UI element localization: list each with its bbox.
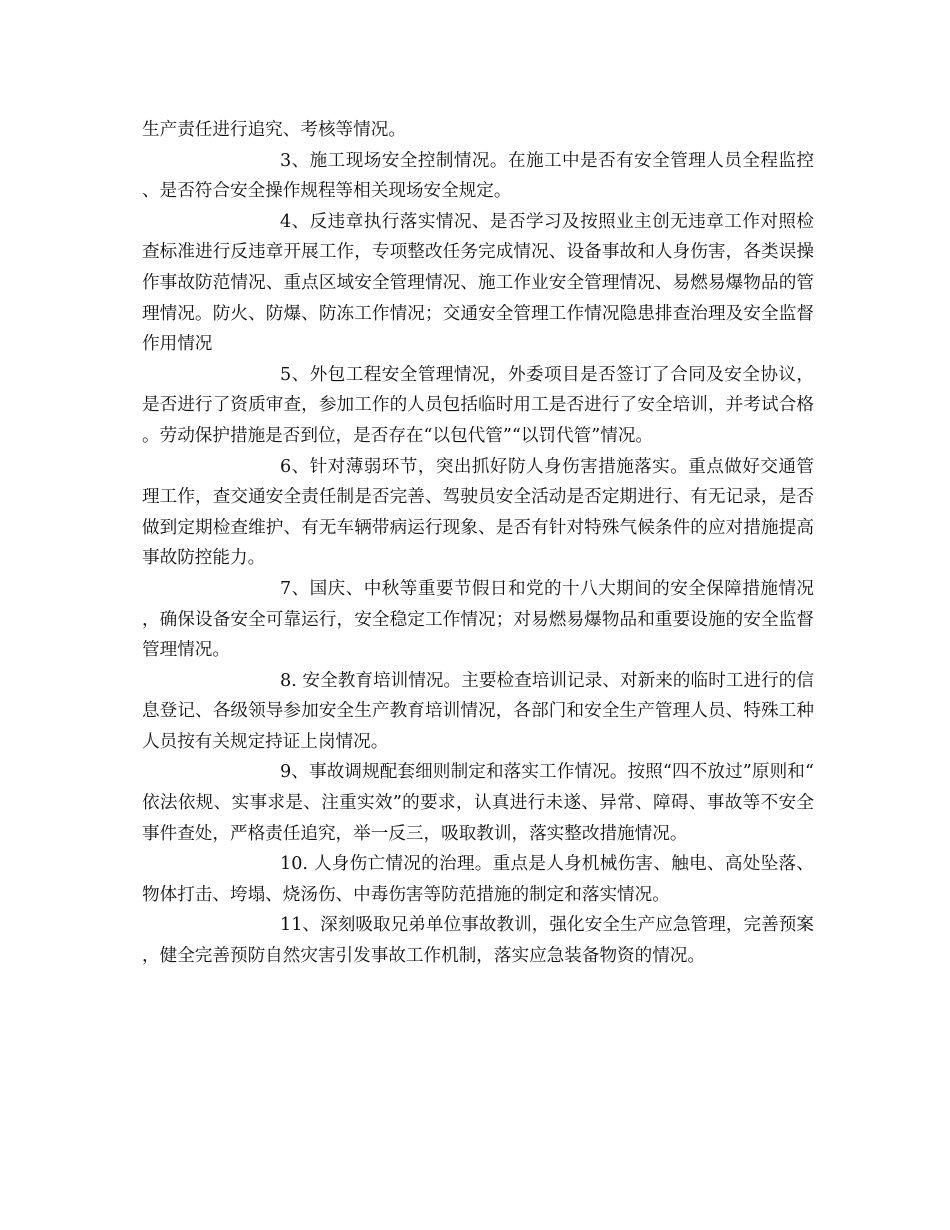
paragraph-item-6: 6、针对薄弱环节，突出抓好防人身伤害措施落实。重点做好交通管理工作，查交通安全责任制是否完善、驾驶员安全活动是否定期进行、有无记录，是否做到定期检查维护、有无车辆带病运行现象、是否有针对特殊气候条件的应对措施提高事故防控能力。 (142, 456, 814, 569)
paragraph-item-4: 4、反违章执行落实情况、是否学习及按照业主创无违章工作对照检查标准进行反违章开展工作，专项整改任务完成情况、设备事故和人身伤害，各类误操作事故防范情况、重点区域安全管理情况、施工作业安全管理情况、易燃易爆物品的管理情况。防火、防爆、防冻工作情况；交通安全管理工作情况隐患排查治理及安全监督作用情况 (142, 211, 814, 355)
paragraph-item-11: 11、深刻吸取兄弟单位事故教训，强化安全生产应急管理，完善预案，健全完善预防自然灾害引发事故工作机制，落实应急装备物资的情况。 (142, 915, 814, 967)
paragraph-item-7: 7、国庆、中秋等重要节假日和党的十八大期间的安全保障措施情况，确保设备安全可靠运行，安全稳定工作情况；对易燃易爆物品和重要设施的安全监督管理情况。 (142, 578, 814, 661)
paragraph-item-3: 3、施工现场安全控制情况。在施工中是否有安全管理人员全程监控、是否符合安全操作规程等相关现场安全规定。 (142, 150, 814, 202)
paragraph-continuation: 生产责任进行追究、考核等情况。 (142, 120, 406, 140)
paragraph-item-5: 5、外包工程安全管理情况，外委项目是否签订了合同及安全协议，是否进行了资质审查，参加工作的人员包括临时用工是否进行了安全培训，并考试合格。劳动保护措施是否到位，是否存在“以包代管”“以罚代管”情况。 (142, 364, 814, 446)
paragraph-item-8: 8. 安全教育培训情况。主要检查培训记录、对新来的临时工进行的信息登记、各级领导参加安全生产教育培训情况，各部门和安全生产管理人员、特殊工种人员按有关规定持证上岗情况。 (142, 670, 814, 752)
paragraph-item-10: 10. 人身伤亡情况的治理。重点是人身机械伤害、触电、高处坠落、物体打击、垮塌、烧汤伤、中毒伤害等防范措施的制定和落实情况。 (142, 854, 814, 905)
document-body (142, 115, 814, 972)
paragraph-item-9: 9、事故调规配套细则制定和落实工作情况。按照“四不放过”原则和“依法依规、实事求是、注重实效”的要求，认真进行未遂、异常、障碍、事故等不安全事件查处，严格责任追究，举一反三，吸取教训，落实整改措施情况。 (142, 762, 814, 844)
